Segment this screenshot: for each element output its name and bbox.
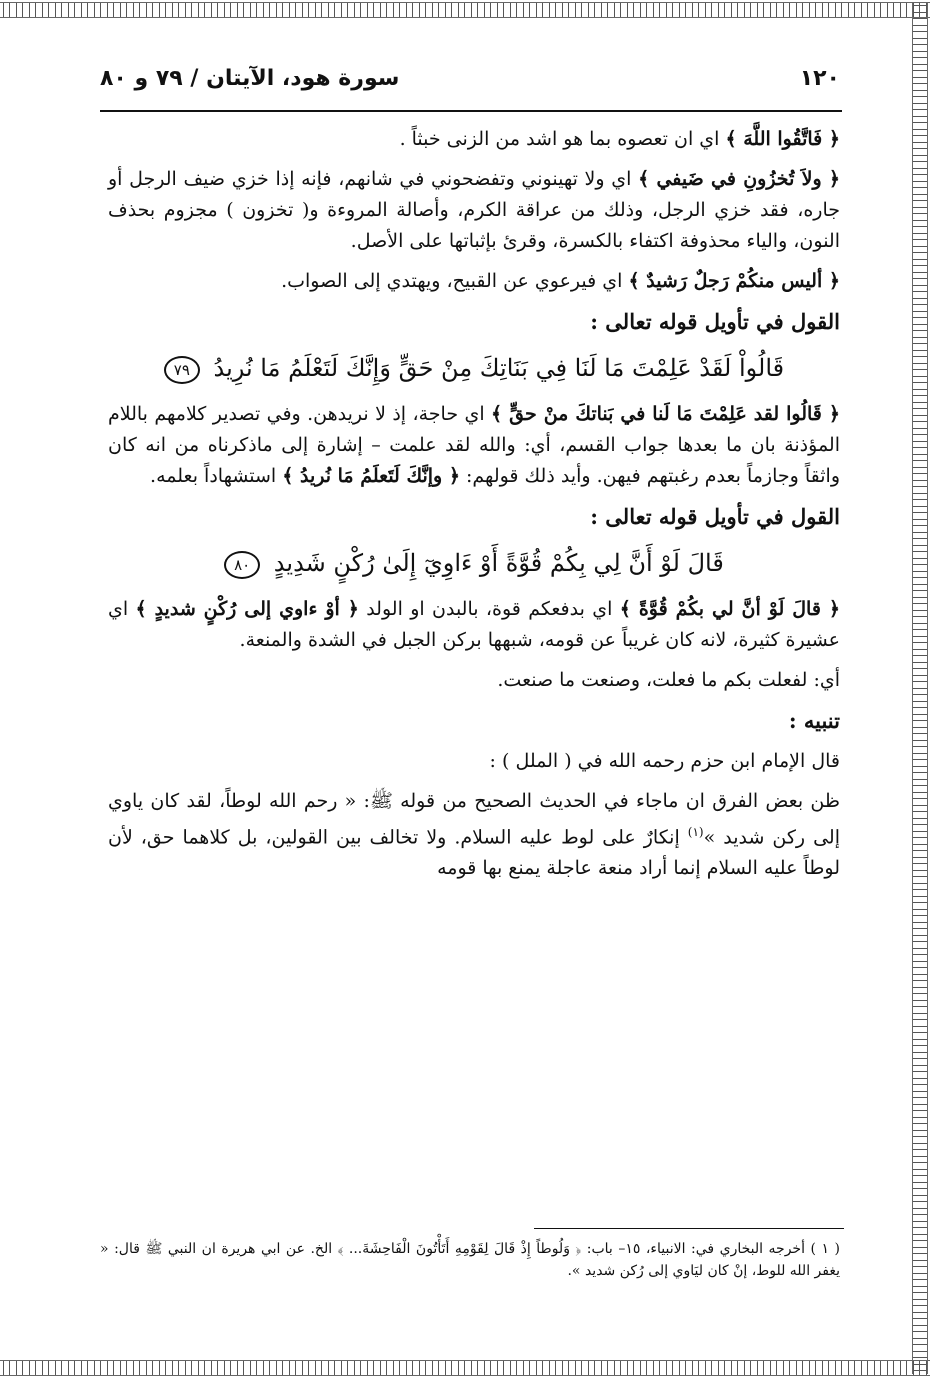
verse-number-marker: ٨٠: [224, 551, 260, 579]
paragraph: [108, 786, 840, 884]
bottom-ornamental-border: [0, 1360, 930, 1376]
footnote-marker[interactable]: (١): [687, 825, 704, 839]
quran-quote: ﴿ فَاتَّقُوا اللَّهَ ﴾: [725, 128, 840, 150]
footnote-rule: [534, 1228, 844, 1229]
paragraph-text: اي بدفعكم قوة، بالبدن او الولد: [358, 598, 620, 620]
paragraph-text: أي: لفعلت بكم ما فعلت، وصنعت ما صنعت.: [497, 669, 840, 691]
paragraph-text: اي فيرعوي عن القبيح، ويهتدي إلى الصواب.: [281, 270, 629, 292]
footnote: ( ١ ) أخرجه البخاري في: الانبياء، ١٥– باب: ﴿ وَلُوطاً إِذْ قَالَ لِقَوْمِهِ أَتَأْتُونَ الْفَاحِشَةَ... ﴾ الخ. عن ابي هريرة ان النبي ﷺ قال: « يغفر الله للوط، إنْ كان ليَاوي إلى رُكن شديد ».: [100, 1241, 840, 1279]
section-heading: القول في تأويل قوله تعالى :: [590, 309, 840, 334]
quran-quote: ﴿ قَالُوا لقد عَلِمْتَ مَا لَنا في بَناتكَ منْ حقٍّ ﴾: [491, 403, 840, 425]
tanbih-heading: تنبيه :: [788, 708, 840, 733]
right-ornamental-border: [912, 2, 928, 1374]
paragraph-text: إنكارٌ على لوط عليه السلام. ولا تخالف بين القولين، بل كلاهما حق، لأن لوطاً عليه السلام إنما أراد منعة عاجلة يمنع بها قومه: [108, 826, 840, 880]
ibn-hazm-intro: قال الإمام ابن حزم رحمه الله في ( الملل ) :: [489, 750, 840, 772]
verse-79: [108, 347, 840, 389]
paragraph-text: اي ولا تهينوني وتفضحوني في شانهم، فإنه إذا خزي ضيف الرجل أو جاره، فقد خزي الرجل، وذلك من عراقة الكرم، وأصالة المروءة و( تخزون ) مجزوم بحذف النون، والياء محذوفة اكتفاء بالكسرة، وقرئ بإثباتها على الأصل.: [108, 168, 840, 252]
page-body: [108, 124, 840, 893]
paragraph: [108, 665, 840, 696]
paragraph-text: اي عشيرة كثيرة، لانه كان غريباً عن قومه، شبهها بركن الجبل في الشدة والمنعة.: [108, 598, 840, 651]
verse-80: [108, 542, 840, 584]
verse-number-marker: ٧٩: [164, 356, 200, 384]
page-header: [100, 66, 840, 102]
paragraph-text: اي ان تعصوه بما هو اشد من الزنى خبثاً .: [399, 128, 726, 150]
section-heading: القول في تأويل قوله تعالى :: [590, 504, 840, 529]
quran-quote: ﴿ قالَ لَوْ أنَّ لي بكُمْ قُوَّةً ﴾: [619, 598, 840, 620]
quran-quote: ﴿ ولاَ تُخزُونِ في ضَيفي ﴾: [638, 168, 841, 190]
running-title: سورة هود، الآيتان / ٧٩ و ٨٠: [100, 66, 400, 91]
header-rule: [100, 110, 842, 112]
quran-quote: ﴿ أليس منكُمْ رَجلٌ رَشيدٌ ﴾: [628, 270, 840, 292]
paragraph-text: ظن بعض الفرق ان ماجاء في الحديث الصحيح من قوله ﷺ: « رحم الله لوطاً، لقد كان ياوي إلى ركن شديد »: [108, 790, 840, 849]
paragraph: [108, 266, 840, 297]
paragraph-text: استشهاداً بعلمه.: [150, 465, 283, 487]
paragraph: [108, 594, 840, 656]
verse-text: قَالُواْ لَقَدْ عَلِمْتَ مَا لَنَا فِي بَنَاتِكَ مِنْ حَقٍّ وَإِنَّكَ لَتَعْلَمُ مَا نُرِيدُ: [213, 354, 785, 382]
paragraph: [108, 399, 840, 492]
paragraph-text: اي حاجة، إذ لا نريدهن. وفي تصدير كلامهم باللام المؤذنة بان ما بعدها جواب القسم، أي: والله لقد علمت – إشارة إلى ماذكرناه من انه كان واثقاً وجازماً بعدم رغبتهم فيهن. وأيد ذلك قولهم:: [108, 403, 840, 487]
quran-quote: ﴿ وإنَّكَ لَتَعلَمُ مَا نُريدُ ﴾: [282, 465, 460, 487]
quran-quote: ﴿ أوْ ءاوي إلى رُكْنٍ شديدٍ ﴾: [135, 598, 359, 620]
paragraph: [108, 164, 840, 257]
paragraph: [108, 124, 840, 155]
top-ornamental-border: [0, 2, 930, 18]
page-number: ١٢٠: [799, 66, 840, 91]
verse-text: قَالَ لَوْ أَنَّ لِي بِكُمْ قُوَّةً أَوْ ءَاوِيٓ إِلَىٰ رُكْنٍ شَدِيدٍ: [273, 549, 724, 577]
